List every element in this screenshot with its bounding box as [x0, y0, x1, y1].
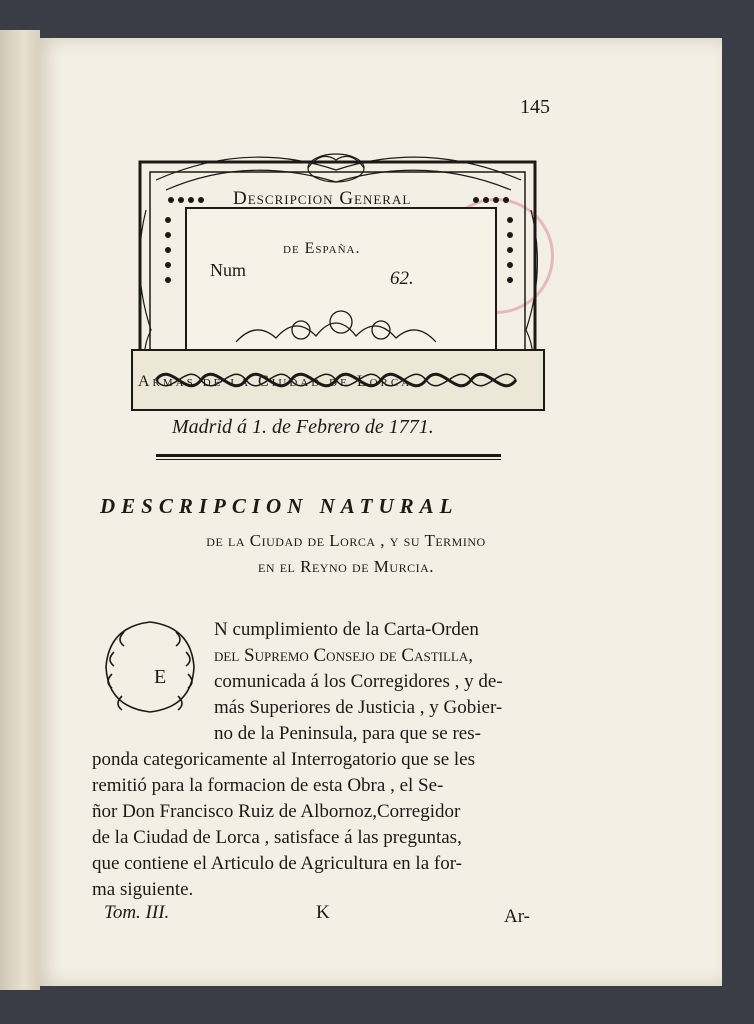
- initial-letter: E: [154, 666, 167, 688]
- volume-footer: Tom. III.: [104, 902, 170, 923]
- decorative-initial: [94, 612, 206, 720]
- page-number: 145: [520, 96, 550, 118]
- body-line: no de la Peninsula, para que se res-: [214, 723, 481, 744]
- subheading-line: de la Ciudad de Lorca , y su Termino: [206, 531, 486, 550]
- signature-mark: K: [316, 902, 330, 923]
- body-line: de la Ciudad de Lorca , satisface á las preguntas,: [92, 827, 462, 848]
- body-line: N cumplimiento de la Carta-Orden: [214, 619, 479, 640]
- frame-title: Descripcion General: [233, 188, 412, 209]
- coat-of-arms-frame: [126, 110, 551, 415]
- book-page: [38, 38, 722, 986]
- facing-page-edge: [0, 30, 40, 990]
- body-line: ponda categoricamente al Interrogatorio que se les: [92, 749, 475, 770]
- catchword: Ar-: [504, 906, 530, 927]
- section-heading: DESCRIPCION NATURAL: [100, 494, 459, 518]
- section-subheading: [126, 528, 566, 580]
- double-rule-thin: [156, 459, 501, 460]
- double-rule: [156, 454, 501, 457]
- body-line: más Superiores de Justicia , y Gobier-: [214, 697, 503, 718]
- body-line: ma siguiente.: [92, 879, 194, 900]
- dateline: Madrid á 1. de Febrero de 1771.: [172, 416, 434, 438]
- body-line: remitió para la formacion de esta Obra , el Se-: [92, 775, 444, 796]
- issue-number-label: Num: [210, 260, 246, 280]
- arms-caption: Armas de la Ciudad de Lorca.: [138, 373, 420, 390]
- body-line: que contiene el Articulo de Agricultura en la for-: [92, 853, 462, 874]
- subheading-line: en el Reyno de Murcia.: [257, 557, 435, 576]
- body-line: del Supremo Consejo de Castilla,: [214, 645, 473, 666]
- frame-subtitle: de España.: [283, 240, 361, 257]
- issue-number: 62.: [390, 268, 414, 289]
- body-line: comunicada á los Corregidores , y de-: [214, 671, 503, 692]
- body-line: ñor Don Francisco Ruiz de Albornoz,Corregidor: [92, 801, 461, 822]
